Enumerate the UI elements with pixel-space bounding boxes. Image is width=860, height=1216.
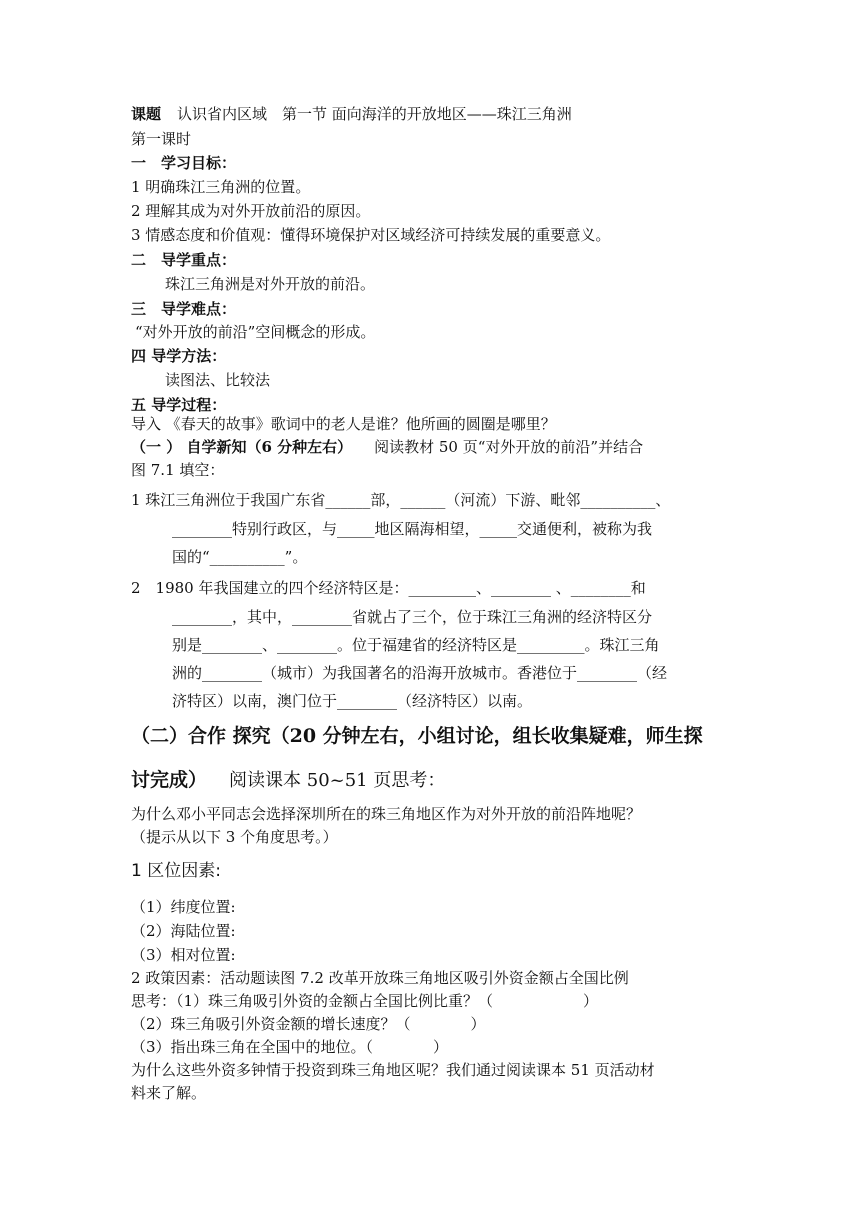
goal-item: 3 情感态度和价值观：懂得环境保护对区域经济可持续发展的重要意义。 (131, 226, 611, 244)
cooperation-heading-cont: 讨完成） (131, 769, 208, 791)
cooperation-question: 为什么邓小平同志会选择深圳所在的珠三角地区作为对外开放的前沿阵地呢？ (131, 805, 642, 823)
fill-q1-line: 1 珠江三角洲位于我国广东省______部，______（河流）下游、毗邻__________、 (131, 491, 671, 509)
self-study-instruction: 阅读教材 50 页“对外开放的前沿”并结合 (374, 438, 644, 456)
factor1-heading: 1 区位因素: (131, 861, 221, 881)
difficulty-heading: 三 导学难点： (131, 300, 237, 318)
difficulty-text: “对外开放的前沿”空间概念的形成。 (135, 323, 376, 341)
fill-q2-line: 济特区）以南，澳门位于________（经济特区）以南。 (172, 692, 533, 710)
fill-q2-line: 洲的________（城市）为我国著名的沿海开放城市。香港位于________（经 (172, 664, 668, 682)
process-heading: 五 导学过程： (131, 396, 227, 414)
self-study-instruction-cont: 图 7.1 填空： (131, 461, 225, 479)
cooperation-line (131, 766, 445, 795)
factor2-heading: 2 政策因素：活动题读图 7.2 改革开放珠三角地区吸引外资金额占全国比例 (131, 969, 629, 987)
goals-heading: 一 学习目标： (131, 154, 237, 172)
fill-q2-line: ________，其中，________省就占了三个，位于珠江三角洲的经济特区分 (172, 608, 653, 626)
method-heading: 四 导学方法： (131, 347, 227, 365)
method-text: 读图法、比较法 (165, 371, 271, 389)
fill-q1-line: 国的“__________”。 (172, 548, 308, 566)
cooperation-heading: （二）合作 探究（20 分钟左右，小组讨论，组长收集疑难，师生探 (131, 725, 703, 747)
factor1-item: （1）纬度位置: (131, 898, 236, 916)
cooperation-hint: （提示从以下 3 个角度思考。） (131, 828, 338, 846)
fill-q1-line: ________特别行政区，与_____地区隔海相望，_____交通便利，被称为我 (172, 520, 653, 538)
focus-heading: 二 导学重点： (131, 251, 237, 269)
fill-q2-line: 别是________、________。位于福建省的经济特区是_________。珠江三角 (172, 636, 660, 654)
lesson-title: 认识省内区域 第一节 面向海洋的开放地区——珠江三角洲 (177, 105, 572, 123)
closing-line: 料来了解。 (131, 1084, 207, 1102)
fill-q2-line: 2 1980 年我国建立的四个经济特区是：_________、________ 、________和 (131, 579, 646, 597)
self-study-heading: （一 ） 自学新知（6 分种左右） (131, 438, 353, 456)
lesson-title-line (131, 103, 572, 125)
self-study-line (131, 436, 643, 458)
think-item: （2）珠三角吸引外资金额的增长速度？（ ） (131, 1015, 486, 1033)
closing-line: 为什么这些外资多钟情于投资到珠三角地区呢？我们通过阅读课本 51 页活动材 (131, 1061, 655, 1079)
lesson-period: 第一课时 (131, 130, 192, 148)
goal-item: 1 明确珠江三角洲的位置。 (131, 178, 311, 196)
goal-item: 2 理解其成为对外开放前沿的原因。 (131, 202, 371, 220)
factor1-item: （2）海陆位置: (131, 922, 236, 940)
cooperation-instruction: 阅读课本 50~51 页思考： (229, 770, 446, 791)
think-item: （3）指出珠三角在全国中的地位。（ ） (131, 1038, 449, 1056)
factor1-item: （3）相对位置: (131, 946, 236, 964)
process-intro: 导入 《春天的故事》歌词中的老人是谁？他所画的圆圈是哪里？ (131, 415, 556, 433)
lesson-label: 课题 (131, 105, 162, 123)
focus-text: 珠江三角洲是对外开放的前沿。 (165, 275, 376, 293)
think-item: 思考：（1）珠三角吸引外资的金额占全国比例比重？（ ） (131, 992, 599, 1010)
